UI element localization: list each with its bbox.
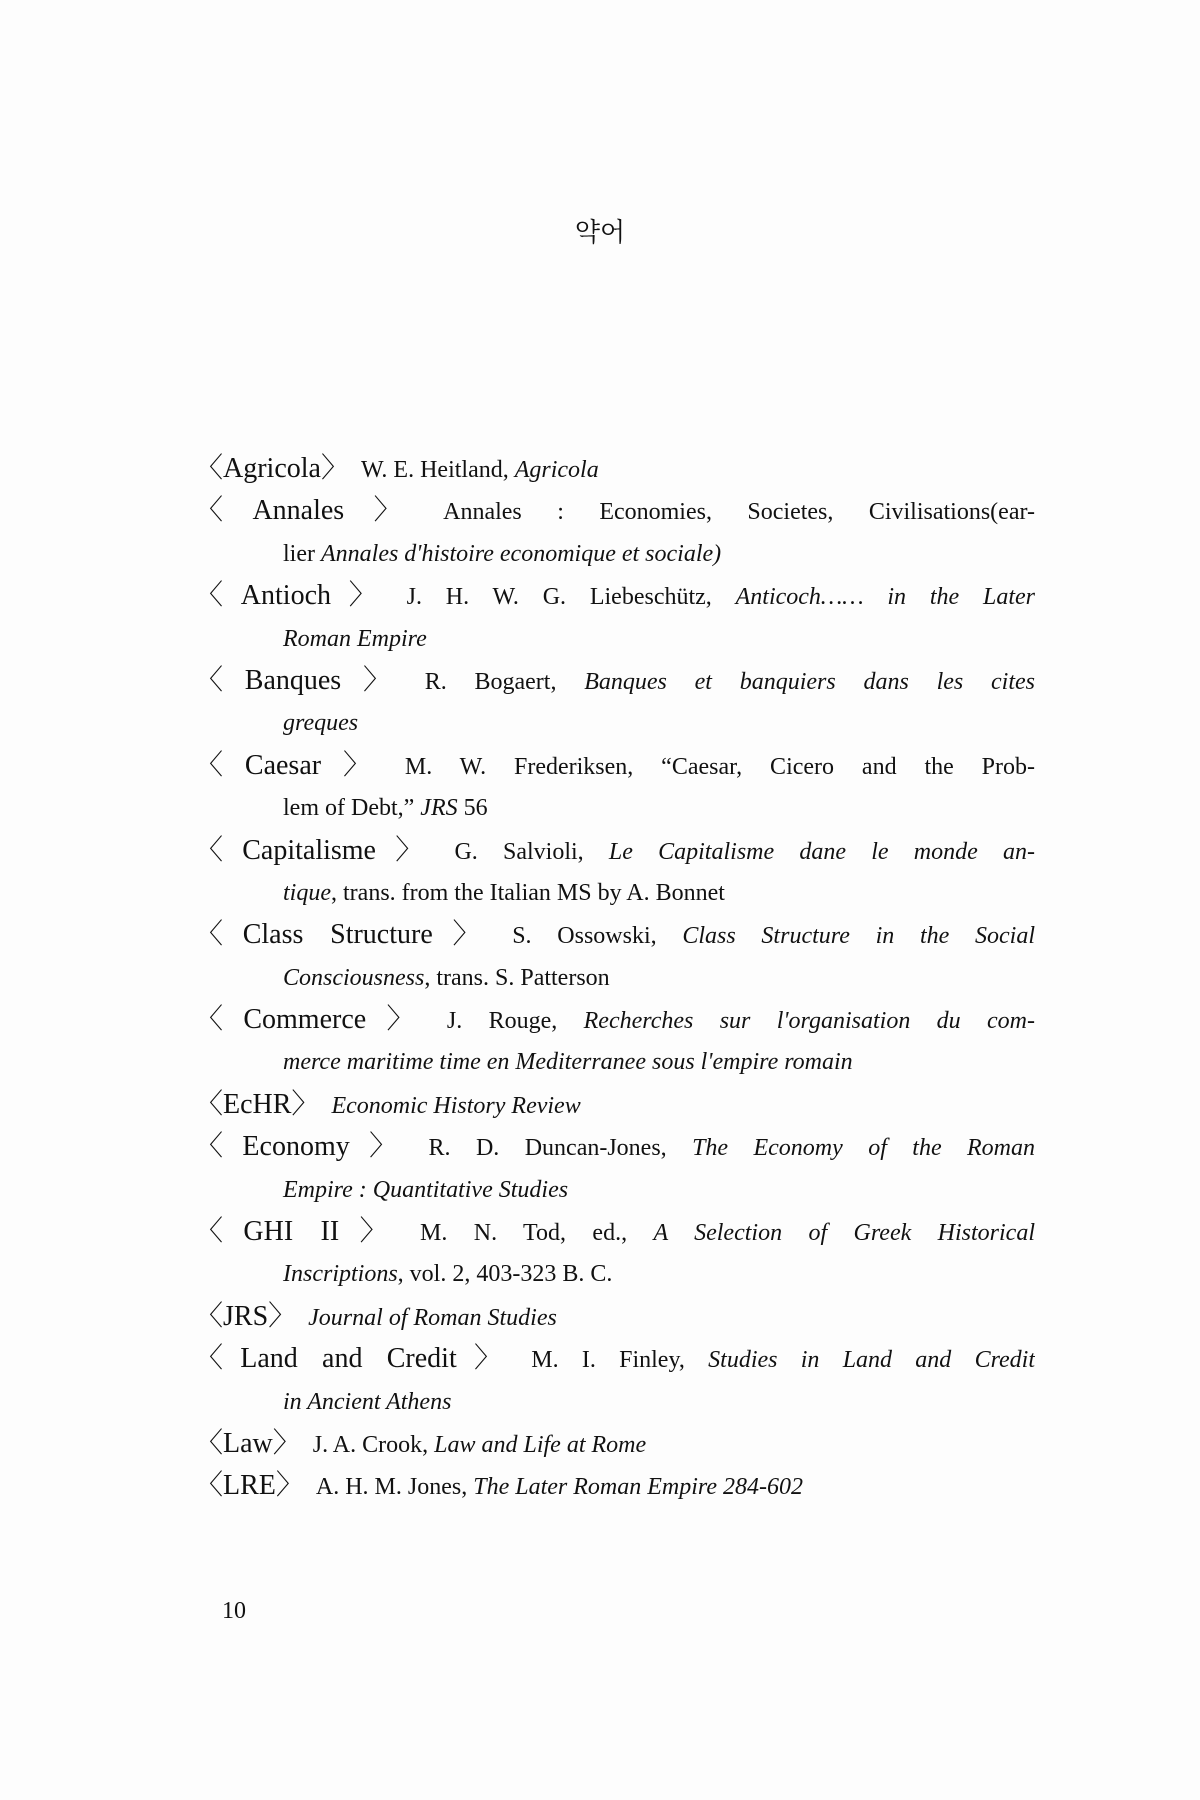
citation-text: lier <box>283 540 321 567</box>
entry-continuation-line <box>195 1253 1035 1295</box>
abbreviation-key: 〈Class Structure〉 <box>195 919 501 951</box>
entry-continuation-line <box>195 618 1035 660</box>
entry-continuation-line <box>195 1381 1035 1423</box>
citation-text: , trans. S. Patterson <box>424 964 610 991</box>
italic-title-text: Studies in Land and Credit <box>708 1347 1035 1374</box>
abbreviation-key: 〈Antioch〉 <box>195 580 395 612</box>
abbreviation-key: 〈GHI II〉 <box>195 1216 409 1248</box>
abbreviation-key: 〈Agricola〉 <box>195 453 349 484</box>
italic-title-text: Recherches sur l'organisation du com- <box>583 1008 1035 1035</box>
abbreviation-key: 〈Commerce〉 <box>195 1004 435 1036</box>
abbreviation-entry <box>195 914 1035 956</box>
entry-continuation-line <box>195 787 1035 829</box>
citation-text: W. E. Heitland, <box>360 457 515 483</box>
citation-text: M. W. Frederiksen, “Caesar, Cicero and the Prob- <box>404 753 1035 780</box>
citation-text: J. Rouge, <box>446 1008 584 1035</box>
abbreviation-key: 〈Banques〉 <box>195 664 413 696</box>
abbreviation-entry <box>195 448 1035 490</box>
citation-text: M. I. Finley, <box>531 1347 709 1374</box>
entry-continuation-line <box>195 1169 1035 1211</box>
italic-title-text: Le Capitalisme dane le monde an- <box>608 838 1035 865</box>
citation-text: Annales : Economies, Societes, Civilisations(ear- <box>443 499 1035 526</box>
abbreviation-key: 〈Economy〉 <box>195 1131 417 1163</box>
italic-title-text: Inscriptions <box>283 1261 398 1288</box>
italic-title-text: Class Structure in the Social <box>682 923 1035 950</box>
citation-text: , trans. from the Italian MS by A. Bonnet <box>331 879 725 906</box>
italic-title-text: Law and Life at Rome <box>434 1431 647 1458</box>
citation-text: R. D. Duncan-Jones, <box>428 1135 693 1162</box>
italic-title-text: Economic History Review <box>331 1092 581 1119</box>
italic-title-text: Consciousness <box>283 964 425 991</box>
citation-text: S. Ossowski, <box>512 923 683 950</box>
abbreviation-entry <box>195 745 1035 787</box>
abbreviation-entry <box>195 1296 1035 1338</box>
italic-title-text: Journal of Roman Studies <box>308 1304 557 1331</box>
abbreviation-key: 〈Law〉 <box>195 1427 301 1459</box>
italic-title-text: Empire : Quantitative Studies <box>283 1176 569 1203</box>
entry-continuation-line <box>195 533 1035 575</box>
abbreviation-key: 〈Capitalisme〉 <box>195 834 443 866</box>
page-title: 약어 <box>574 218 626 248</box>
abbreviation-key: 〈Caesar〉 <box>195 749 393 781</box>
italic-title-text: in Ancient Athens <box>283 1388 452 1415</box>
italic-title-text: greques <box>283 710 359 737</box>
italic-title-text: The Economy of the Roman <box>692 1135 1035 1162</box>
abbreviation-entry <box>195 1126 1035 1168</box>
citation-text: J. A. Crook, <box>312 1431 435 1458</box>
abbreviation-key: 〈Annales〉 <box>195 495 432 527</box>
abbreviation-entry <box>195 830 1035 872</box>
italic-title-text: Anticoch…… in the Later <box>735 584 1035 611</box>
italic-title-text: JRS <box>420 795 458 822</box>
abbreviation-entry <box>195 1423 1035 1465</box>
entry-continuation-line <box>195 1041 1035 1083</box>
citation-text: , vol. 2, 403-323 B. C. <box>397 1261 613 1288</box>
italic-title-text: merce maritime time en Mediterranee sous l'empire romain <box>283 1049 853 1076</box>
abbreviation-entry <box>195 490 1035 532</box>
citation-text: lem of Debt,” <box>283 795 421 822</box>
abbreviation-entry <box>195 1465 1035 1507</box>
citation-text: R. Bogaert, <box>424 668 585 695</box>
abbreviation-entry <box>195 1084 1035 1126</box>
italic-title-text: The Later Roman Empire 284-602 <box>473 1474 803 1501</box>
abbreviation-entry <box>195 575 1035 617</box>
italic-title-text: Annales d'histoire economique et sociale) <box>320 540 722 567</box>
abbreviation-entry <box>195 660 1035 702</box>
italic-title-text: Banques et banquiers dans les cites <box>584 668 1035 695</box>
entry-continuation-line <box>195 702 1035 744</box>
abbreviation-entry <box>195 1211 1035 1253</box>
citation-text: G. Salvioli, <box>454 838 609 865</box>
italic-title-text: A Selection of Greek Historical <box>653 1220 1035 1247</box>
citation-text: 56 <box>457 795 488 822</box>
abbreviation-key: 〈JRS〉 <box>195 1300 297 1332</box>
entry-continuation-line <box>195 957 1035 999</box>
entry-continuation-line <box>195 872 1035 914</box>
citation-text: M. N. Tod, ed., <box>420 1220 654 1247</box>
abbreviation-key: 〈Land and Credit〉 <box>195 1343 520 1375</box>
abbreviation-entry <box>195 999 1035 1041</box>
abbreviation-list <box>195 448 1035 1508</box>
abbreviation-key: 〈EcHR〉 <box>195 1088 320 1120</box>
italic-title-text: Agricola <box>514 457 599 483</box>
abbreviation-entry <box>195 1338 1035 1380</box>
italic-title-text: Roman Empire <box>283 625 427 652</box>
abbreviation-key: 〈LRE〉 <box>195 1470 304 1502</box>
page-number: 10 <box>222 1598 246 1624</box>
citation-text: J. H. W. G. Liebeschütz, <box>406 584 736 611</box>
citation-text: A. H. M. Jones, <box>315 1474 474 1501</box>
italic-title-text: tique <box>283 879 331 906</box>
